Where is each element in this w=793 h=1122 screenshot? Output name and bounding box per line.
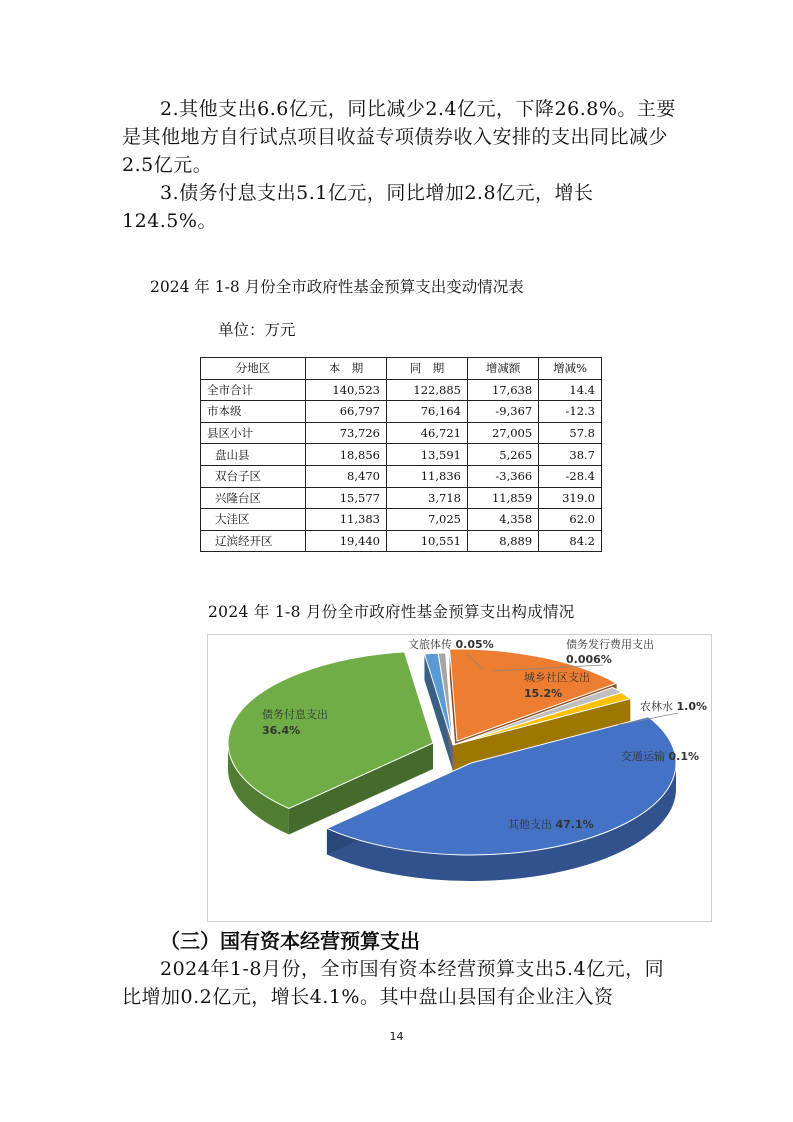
row-total [201, 379, 602, 401]
cell-value: 73,726 [305, 422, 386, 444]
data-label-债务发行费用支出: 债务发行费用支出 0.006% [566, 638, 654, 666]
pie-chart [207, 634, 712, 922]
cell-value: 319.0 [539, 487, 602, 509]
page-number: 14 [389, 1030, 404, 1043]
cell-value: -12.3 [539, 401, 602, 423]
cell-value: 14.4 [539, 379, 602, 401]
cell-value: 38.7 [539, 444, 602, 466]
cell-value: 66,797 [305, 401, 386, 423]
header-region: 分地区 [201, 358, 306, 380]
cell-value: 15,577 [305, 487, 386, 509]
cell-value: 11,836 [386, 465, 467, 487]
cell-value: 3,718 [386, 487, 467, 509]
row-panshan [201, 444, 602, 466]
cell-value: 140,523 [305, 379, 386, 401]
row-county-subtotal [201, 422, 602, 444]
row-xinglongtai [201, 487, 602, 509]
header-change-percent: 增减% [539, 358, 602, 380]
header-current: 本 期 [305, 358, 386, 380]
cell-value: -9,367 [467, 401, 538, 423]
cell-value: 8,470 [305, 465, 386, 487]
cell-value: 84.2 [539, 530, 602, 552]
budget-change-table [200, 357, 602, 552]
cell-value: 5,265 [467, 444, 538, 466]
cell-value: 62.0 [539, 509, 602, 531]
cell-region: 盘山县 [201, 444, 306, 466]
cell-value: 8,889 [467, 530, 538, 552]
data-label-文旅体传: 文旅体传 0.05% [408, 638, 494, 651]
cell-region: 双台子区 [201, 465, 306, 487]
data-label-债务付息支出: 债务付息支出 36.4% [262, 708, 328, 737]
cell-region: 辽滨经开区 [201, 530, 306, 552]
cell-value: 19,440 [305, 530, 386, 552]
section-heading: （三）国有资本经营预算支出 [160, 929, 420, 953]
cell-value: 27,005 [467, 422, 538, 444]
cell-value: 4,358 [467, 509, 538, 531]
cell-value: 57.8 [539, 422, 602, 444]
header-change-amount: 增减额 [467, 358, 538, 380]
cell-region: 兴隆台区 [201, 487, 306, 509]
table-header-row [201, 358, 602, 380]
section-body: 2024年1-8月份，全市国有资本经营预算支出5.4亿元，同比增加0.2亿元，增长4.1%。其中盘山县国有企业注入资 [122, 958, 665, 1008]
row-shuangtaizi [201, 465, 602, 487]
table-unit: 单位：万元 [218, 321, 296, 339]
row-dawa [201, 509, 602, 531]
cell-value: 17,638 [467, 379, 538, 401]
cell-value: 7,025 [386, 509, 467, 531]
paragraph-other-expenditure: 2.其他支出6.6亿元，同比减少2.4亿元，下降26.8%。主要是其他地方自行试点项目收益专项债券收入安排的支出同比减少2.5亿元。 [122, 98, 676, 176]
cell-value: 11,859 [467, 487, 538, 509]
cell-value: 46,721 [386, 422, 467, 444]
cell-region: 市本级 [201, 401, 306, 423]
data-label-城乡社区支出: 城乡社区支出 15.2% [524, 671, 590, 700]
chart-title: 2024 年 1-8 月份全市政府性基金预算支出构成情况 [208, 603, 575, 621]
data-label-交通运输: 交通运输 0.1% [621, 750, 700, 763]
header-previous: 同 期 [386, 358, 467, 380]
data-label-其他支出: 其他支出 47.1% [508, 818, 594, 831]
cell-region: 大洼区 [201, 509, 306, 531]
table-title: 2024 年 1-8 月份全市政府性基金预算支出变动情况表 [150, 278, 524, 296]
row-city-level [201, 401, 602, 423]
cell-region: 县区小计 [201, 422, 306, 444]
pie-chart-svg [208, 635, 713, 923]
cell-region: 全市合计 [201, 379, 306, 401]
cell-value: -28.4 [539, 465, 602, 487]
slice-债务付息支出 [228, 652, 433, 809]
cell-value: 76,164 [386, 401, 467, 423]
data-label-农林水: 农林水 1.0% [640, 700, 708, 713]
cell-value: 18,856 [305, 444, 386, 466]
cell-value: 10,551 [386, 530, 467, 552]
row-liaobin [201, 530, 602, 552]
cell-value: -3,366 [467, 465, 538, 487]
cell-value: 122,885 [386, 379, 467, 401]
cell-value: 11,383 [305, 509, 386, 531]
paragraph-debt-interest: 3.债务付息支出5.1亿元，同比增加2.8亿元，增长124.5%。 [122, 182, 594, 232]
cell-value: 13,591 [386, 444, 467, 466]
